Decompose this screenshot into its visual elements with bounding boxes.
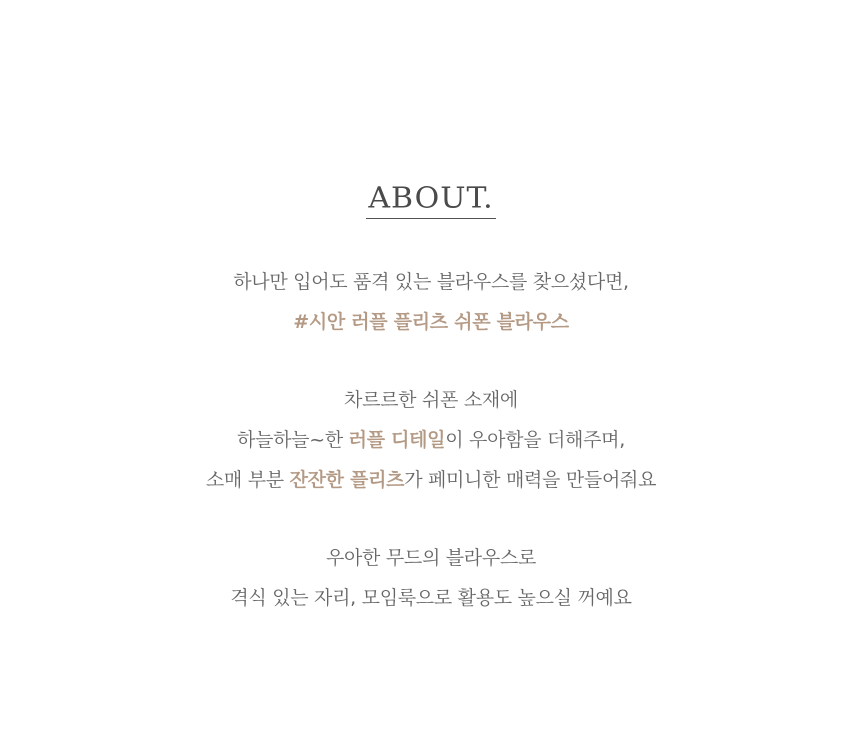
text-segment: 우아한 무드의 블라우스로 [325, 547, 537, 569]
text-segment: 격식 있는 자리, 모임룩으로 활용도 높으실 꺼예요 [230, 587, 632, 609]
about-heading-wrap [0, 180, 862, 220]
text-segment: 차르르한 쉬폰 소재에 [344, 389, 518, 411]
paragraph-details [0, 380, 862, 500]
text-line [0, 538, 862, 578]
text-line [0, 262, 862, 302]
paragraph-intro [0, 262, 862, 342]
text-segment: 소매 부분 [205, 469, 290, 491]
text-segment: 하나만 입어도 품격 있는 블라우스를 찾으셨다면, [233, 271, 629, 293]
text-segment: 가 페미니한 매력을 만들어줘요 [404, 469, 657, 491]
about-heading: ABOUT. [366, 181, 495, 219]
highlight-text: 잔잔한 플리츠 [289, 469, 405, 491]
product-hashtag: #시안 러플 플리츠 쉬폰 블라우스 [293, 311, 569, 333]
text-line [0, 380, 862, 420]
text-line [0, 460, 862, 500]
text-segment: 하늘하늘~한 [237, 429, 349, 451]
paragraph-styling [0, 538, 862, 618]
text-line [0, 420, 862, 460]
highlight-text: 러플 디테일 [348, 429, 446, 451]
text-line [0, 302, 862, 342]
text-segment: 이 우아함을 더해주며, [445, 429, 625, 451]
text-line [0, 578, 862, 618]
